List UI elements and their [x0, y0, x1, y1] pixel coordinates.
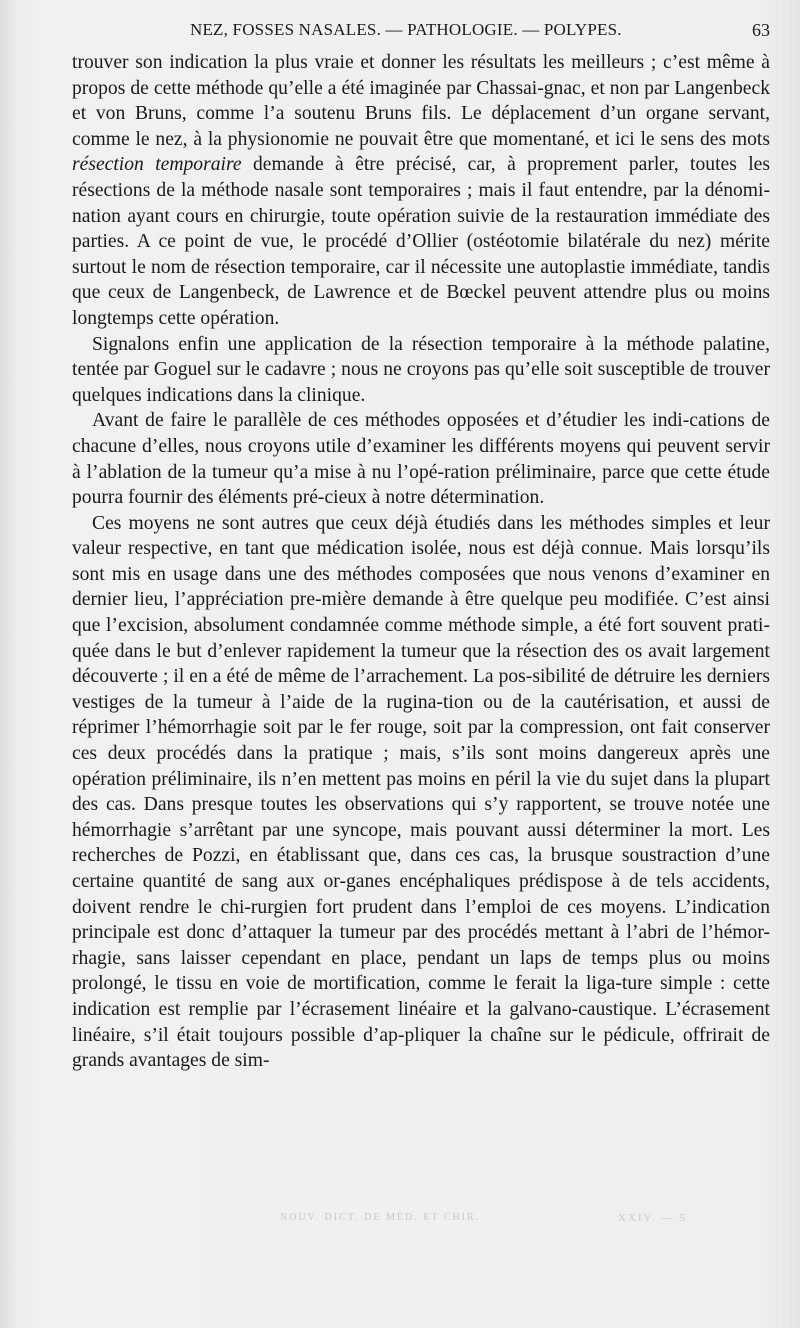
- bleed-through-footer-left: NOUV. DICT. DE MÉD. ET CHIR.: [280, 1212, 481, 1223]
- paragraph-2: Signalons enfin une application de la résection temporaire à la méthode palatine, tentée par Goguel sur le cadavre ; nous ne croyons pas qu’elle soit susceptible de trouver quelques indications dans la clinique.: [72, 333, 770, 406]
- body-text: [72, 50, 770, 1074]
- paragraph-1-text-before: trouver son indication la plus vraie et donner les résultats les meilleurs ; c’est même à propos de cette méthode qu’elle a été imaginée par Chassai-gnac, et non par Langenbeck et von Bruns, comme l’a soutenu Bruns fils. Le déplacement d’un organe servant, comme le nez, à la physionomie ne pouvait être que momentané, et ici le sens des mots: [72, 52, 770, 150]
- paragraph-3: Avant de faire le parallèle de ces méthodes opposées et d’étudier les indi-cations de chacune d’elles, nous croyons utile d’examiner les différents moyens qui peuvent servir à l’ablation de la tumeur qu’a mise à nu l’opé-ration préliminaire, parce que cette étude pourra fournir des éléments pré-cieux à notre détermination.: [72, 410, 770, 509]
- running-title: NEZ, FOSSES NASALES. — PATHOLOGIE. — POLYPES.: [190, 20, 622, 39]
- paragraph-4: Ces moyens ne sont autres que ceux déjà étudiés dans les méthodes simples et leur valeur respective, en tant que médication isolée, nous est déjà connue. Mais lorsqu’ils sont mis en usage dans une des méthodes composées que nous venons d’examiner en dernier lieu, l’appréciation pre-mière demande à être quelque peu modifiée. C’est ainsi que l’excision, absolument condamnée comme méthode simple, a été fort souvent prati-quée dans le but d’enlever rapidement la tumeur que la résection des os avait largement découverte ; il en a été de même de l’arrachement. La pos-sibilité de détruire les derniers vestiges de la tumeur à l’aide de la rugina-tion ou de la cautérisation, et aussi de réprimer l’hémorrhagie soit par le fer rouge, soit par la compression, ont fait conserver ces deux procédés dans la pratique ; mais, s’ils sont moins dangereux après une opération préliminaire, ils n’en mettent pas moins en péril la vie du sujet dans la plupart des cas. Dans presque toutes les observations qui s’y rapportent, se trouve notée une hémorrhagie s’arrêtant par une syncope, mais pouvant aussi déterminer la mort. Les recherches de Pozzi, en établissant que, dans ces cas, la brusque soustraction d’une certaine quantité de sang aux or-ganes encéphaliques prédispose à de tels accidents, doivent rendre le chi-rurgien fort prudent dans l’emploi de ces moyens. L’indication principale est donc d’attaquer la tumeur par des procédés mettant à l’abri de l’hémor-rhagie, sans laisser cependant en place, pendant un laps de temps plus ou moins prolongé, le tissu en voie de mortification, comme le ferait la liga-ture simple : cette indication est remplie par l’écrasement linéaire et la galvano-caustique. L’écrasement linéaire, s’il était toujours possible d’ap-pliquer la chaîne sur le pédicule, offrirait de grands avantages de sim-: [72, 512, 770, 1072]
- page-number: 63: [752, 20, 770, 40]
- bleed-through-footer-right: XXIV. — 5: [618, 1212, 687, 1224]
- paragraph-1: [72, 50, 770, 332]
- page-header: [72, 20, 770, 46]
- emphasis-resection-temporaire: résection temporaire: [72, 154, 242, 176]
- paragraph-1-text-after: demande à être précisé, car, à proprement parler, toutes les résections de la méthode nasale sont temporaires ; mais il faut entendre, par la dénomi-nation ayant cours en chirurgie, toute opération suivie de la restauration immédiate des parties. A ce point de vue, le procédé d’Ollier (ostéotomie bilatérale du nez) mérite surtout le nom de résection temporaire, car il nécessite une autoplastie immédiate, tandis que ceux de Langenbeck, de Lawrence et de Bœckel peuvent attendre plus ou moins longtemps cette opération.: [72, 154, 770, 329]
